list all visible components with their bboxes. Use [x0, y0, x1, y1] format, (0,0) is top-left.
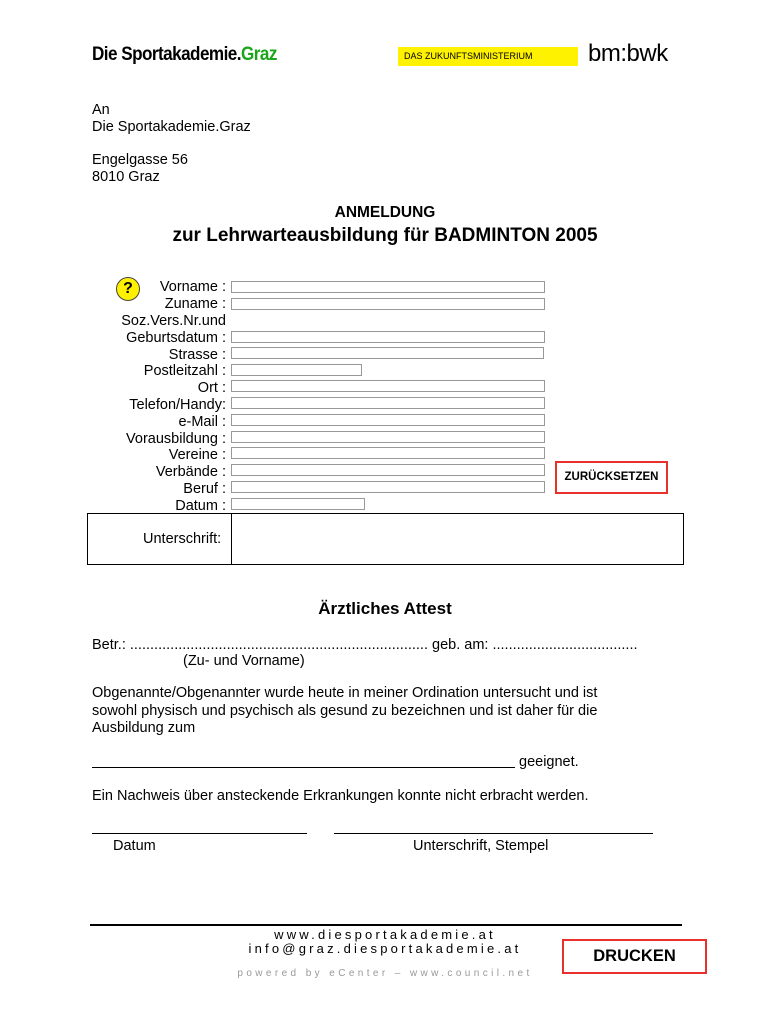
- help-icon[interactable]: ?: [116, 277, 140, 301]
- ausbildung-line: [92, 767, 515, 768]
- attest-paragraph-line-3: Ausbildung zum: [92, 720, 196, 736]
- vorname-input[interactable]: [231, 281, 545, 293]
- ministry-tag: DAS ZUKUNFTSMINISTERIUM: [398, 47, 578, 66]
- datum-input[interactable]: [231, 498, 365, 510]
- label-zuname: Zuname :: [164, 296, 226, 312]
- ort-input[interactable]: [231, 380, 545, 392]
- telefon-input[interactable]: [231, 397, 545, 409]
- address-line-2: Die Sportakademie.Graz: [92, 119, 251, 135]
- attest-betr-hint: (Zu- und Vorname): [183, 653, 305, 669]
- attest-suitable: geeignet.: [519, 754, 579, 770]
- label-vereine: Vereine :: [168, 447, 226, 463]
- attest-title: Ärztliches Attest: [318, 599, 452, 618]
- footer-powered-by: powered by eCenter – www.council.net: [237, 968, 533, 979]
- form-title: ANMELDUNG: [334, 204, 436, 221]
- logo-main: Die Sportakademie.: [92, 44, 241, 65]
- label-datum: Datum :: [175, 498, 226, 514]
- attest-infection-note: Ein Nachweis über ansteckende Erkrankungen konnte nicht erbracht werden.: [92, 788, 589, 804]
- ministry-logo: bm:bwk: [588, 40, 668, 67]
- signature-field[interactable]: [233, 515, 682, 563]
- label-email: e-Mail :: [178, 414, 226, 430]
- attest-betr-line: Betr.: .......................................................................... geb. am: ....................................: [92, 637, 638, 653]
- attest-stamp-label: Unterschrift, Stempel: [413, 838, 549, 854]
- label-telefon: Telefon/Handy:: [129, 397, 226, 413]
- sportakademie-logo: [92, 44, 277, 66]
- footer-email: info@graz.diesportakademie.at: [248, 941, 522, 956]
- attest-date-label: Datum: [113, 838, 156, 854]
- label-strasse: Strasse :: [168, 347, 226, 363]
- label-ort: Ort :: [197, 380, 226, 396]
- signature-label: Unterschrift:: [143, 531, 222, 547]
- print-button[interactable]: DRUCKEN: [562, 939, 707, 974]
- postleitzahl-input[interactable]: [231, 364, 362, 376]
- vereine-input[interactable]: [231, 447, 545, 459]
- attest-paragraph-line-2: sowohl physisch und psychisch als gesund zu bezeichnen und ist daher für die: [92, 703, 598, 719]
- vorausbildung-input[interactable]: [231, 431, 545, 443]
- label-beruf: Beruf :: [183, 481, 226, 497]
- address-line-1: An: [92, 102, 110, 118]
- logo-accent: Graz: [240, 44, 277, 65]
- footer-website: www.diesportakademie.at: [274, 927, 496, 942]
- date-signature-line: [92, 833, 307, 834]
- geburtsdatum-input[interactable]: [231, 331, 545, 343]
- beruf-input[interactable]: [231, 481, 545, 493]
- label-vorausbildung: Vorausbildung :: [126, 431, 226, 447]
- attest-paragraph-line-1: Obgenannte/Obgenannter wurde heute in meiner Ordination untersucht und ist: [92, 685, 598, 701]
- label-geburtsdatum: Geburtsdatum :: [126, 330, 226, 346]
- stamp-signature-line: [334, 833, 653, 834]
- verbaende-input[interactable]: [231, 464, 545, 476]
- strasse-input[interactable]: [231, 347, 544, 359]
- signature-divider: [231, 513, 232, 565]
- email-input[interactable]: [231, 414, 545, 426]
- address-line-3: Engelgasse 56: [92, 152, 188, 168]
- footer-divider: [90, 924, 682, 926]
- label-verbaende: Verbände :: [155, 464, 226, 480]
- label-sozvers: Soz.Vers.Nr.und: [121, 313, 226, 329]
- zuname-input[interactable]: [231, 298, 545, 310]
- address-line-4: 8010 Graz: [92, 169, 160, 185]
- reset-button[interactable]: ZURÜCKSETZEN: [555, 461, 668, 494]
- form-subtitle: zur Lehrwarteausbildung für BADMINTON 2005: [172, 225, 598, 246]
- label-postleitzahl: Postleitzahl :: [143, 363, 226, 379]
- label-vorname: Vorname :: [159, 279, 226, 295]
